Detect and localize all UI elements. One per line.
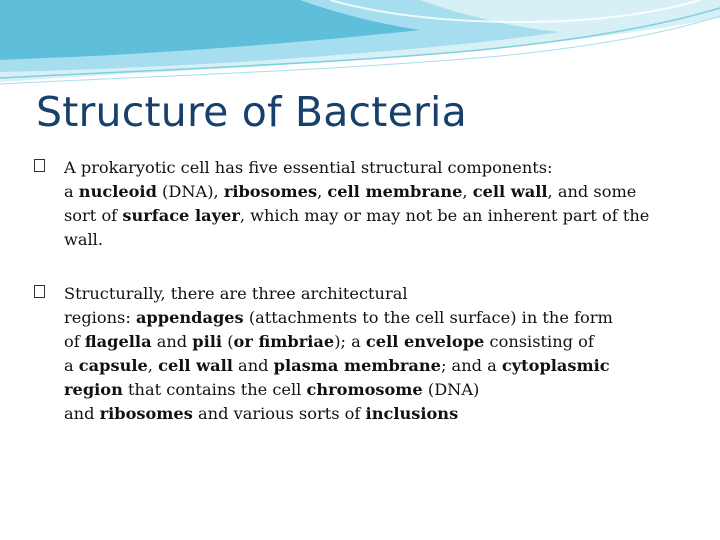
text-run: consisting of bbox=[484, 332, 594, 351]
bold-term: cytoplasmic bbox=[501, 356, 610, 375]
bullet-box-icon bbox=[34, 285, 45, 298]
bullet-line-first bbox=[64, 282, 694, 306]
text-run: ); a bbox=[334, 332, 366, 351]
text-run: of bbox=[64, 332, 85, 351]
text-run: , bbox=[147, 356, 159, 375]
bold-term: appendages bbox=[135, 308, 244, 327]
bullet-line bbox=[64, 402, 694, 426]
bullet-list bbox=[34, 156, 694, 456]
bold-term: cell wall bbox=[158, 356, 233, 375]
bold-term: pili bbox=[192, 332, 223, 351]
bold-term: chromosome bbox=[306, 380, 423, 399]
text-run: Structurally, there are three architectural bbox=[64, 284, 408, 303]
text-run: (DNA), bbox=[156, 182, 224, 201]
bold-term: ribosomes bbox=[223, 182, 318, 201]
bullet-line bbox=[64, 180, 694, 204]
bullet-text bbox=[64, 156, 694, 252]
bullet-box-icon bbox=[34, 159, 45, 172]
text-run: ( bbox=[222, 332, 234, 351]
slide-title: Structure of Bacteria bbox=[36, 88, 467, 136]
text-run: a bbox=[64, 356, 79, 375]
bold-term: cell membrane bbox=[327, 182, 463, 201]
text-run: and various sorts of bbox=[192, 404, 366, 423]
bold-term: region bbox=[64, 380, 123, 399]
bullet-line bbox=[64, 306, 694, 330]
text-run: , bbox=[317, 182, 328, 201]
text-run: , and some bbox=[547, 182, 637, 201]
bullet-line bbox=[64, 204, 694, 228]
text-run: that contains the cell bbox=[122, 380, 307, 399]
bold-term: surface layer bbox=[122, 206, 240, 225]
bold-term: plasma membrane bbox=[273, 356, 441, 375]
bullet-line-first bbox=[64, 156, 694, 180]
text-run: a bbox=[64, 182, 79, 201]
bold-term: inclusions bbox=[365, 404, 459, 423]
text-run: and bbox=[64, 404, 100, 423]
text-run: wall. bbox=[64, 230, 104, 249]
bold-term: or fimbriae bbox=[233, 332, 335, 351]
bullet-line bbox=[64, 330, 694, 354]
bullet-line bbox=[64, 354, 694, 378]
text-run: regions: bbox=[64, 308, 136, 327]
bullet-item bbox=[34, 156, 694, 252]
bullet-line bbox=[64, 228, 694, 252]
bold-term: cell envelope bbox=[365, 332, 485, 351]
text-run: , bbox=[462, 182, 473, 201]
text-run: A prokaryotic cell has five essential structural components: bbox=[64, 158, 553, 177]
text-run: and bbox=[151, 332, 193, 351]
bold-term: capsule bbox=[78, 356, 148, 375]
bullet-line bbox=[64, 378, 694, 402]
text-run: (attachments to the cell surface) in the form bbox=[243, 308, 613, 327]
bold-term: ribosomes bbox=[99, 404, 193, 423]
bold-term: cell wall bbox=[472, 182, 548, 201]
text-run: (DNA) bbox=[422, 380, 480, 399]
bullet-item bbox=[34, 282, 694, 426]
text-run: sort of bbox=[64, 206, 123, 225]
bullet-text bbox=[64, 282, 694, 426]
bold-term: nucleoid bbox=[78, 182, 157, 201]
text-run: ; and a bbox=[440, 356, 502, 375]
bold-term: flagella bbox=[84, 332, 152, 351]
header-wave-decoration bbox=[0, 0, 720, 90]
text-run: and bbox=[232, 356, 274, 375]
text-run: , which may or may not be an inherent part of the bbox=[239, 206, 650, 225]
